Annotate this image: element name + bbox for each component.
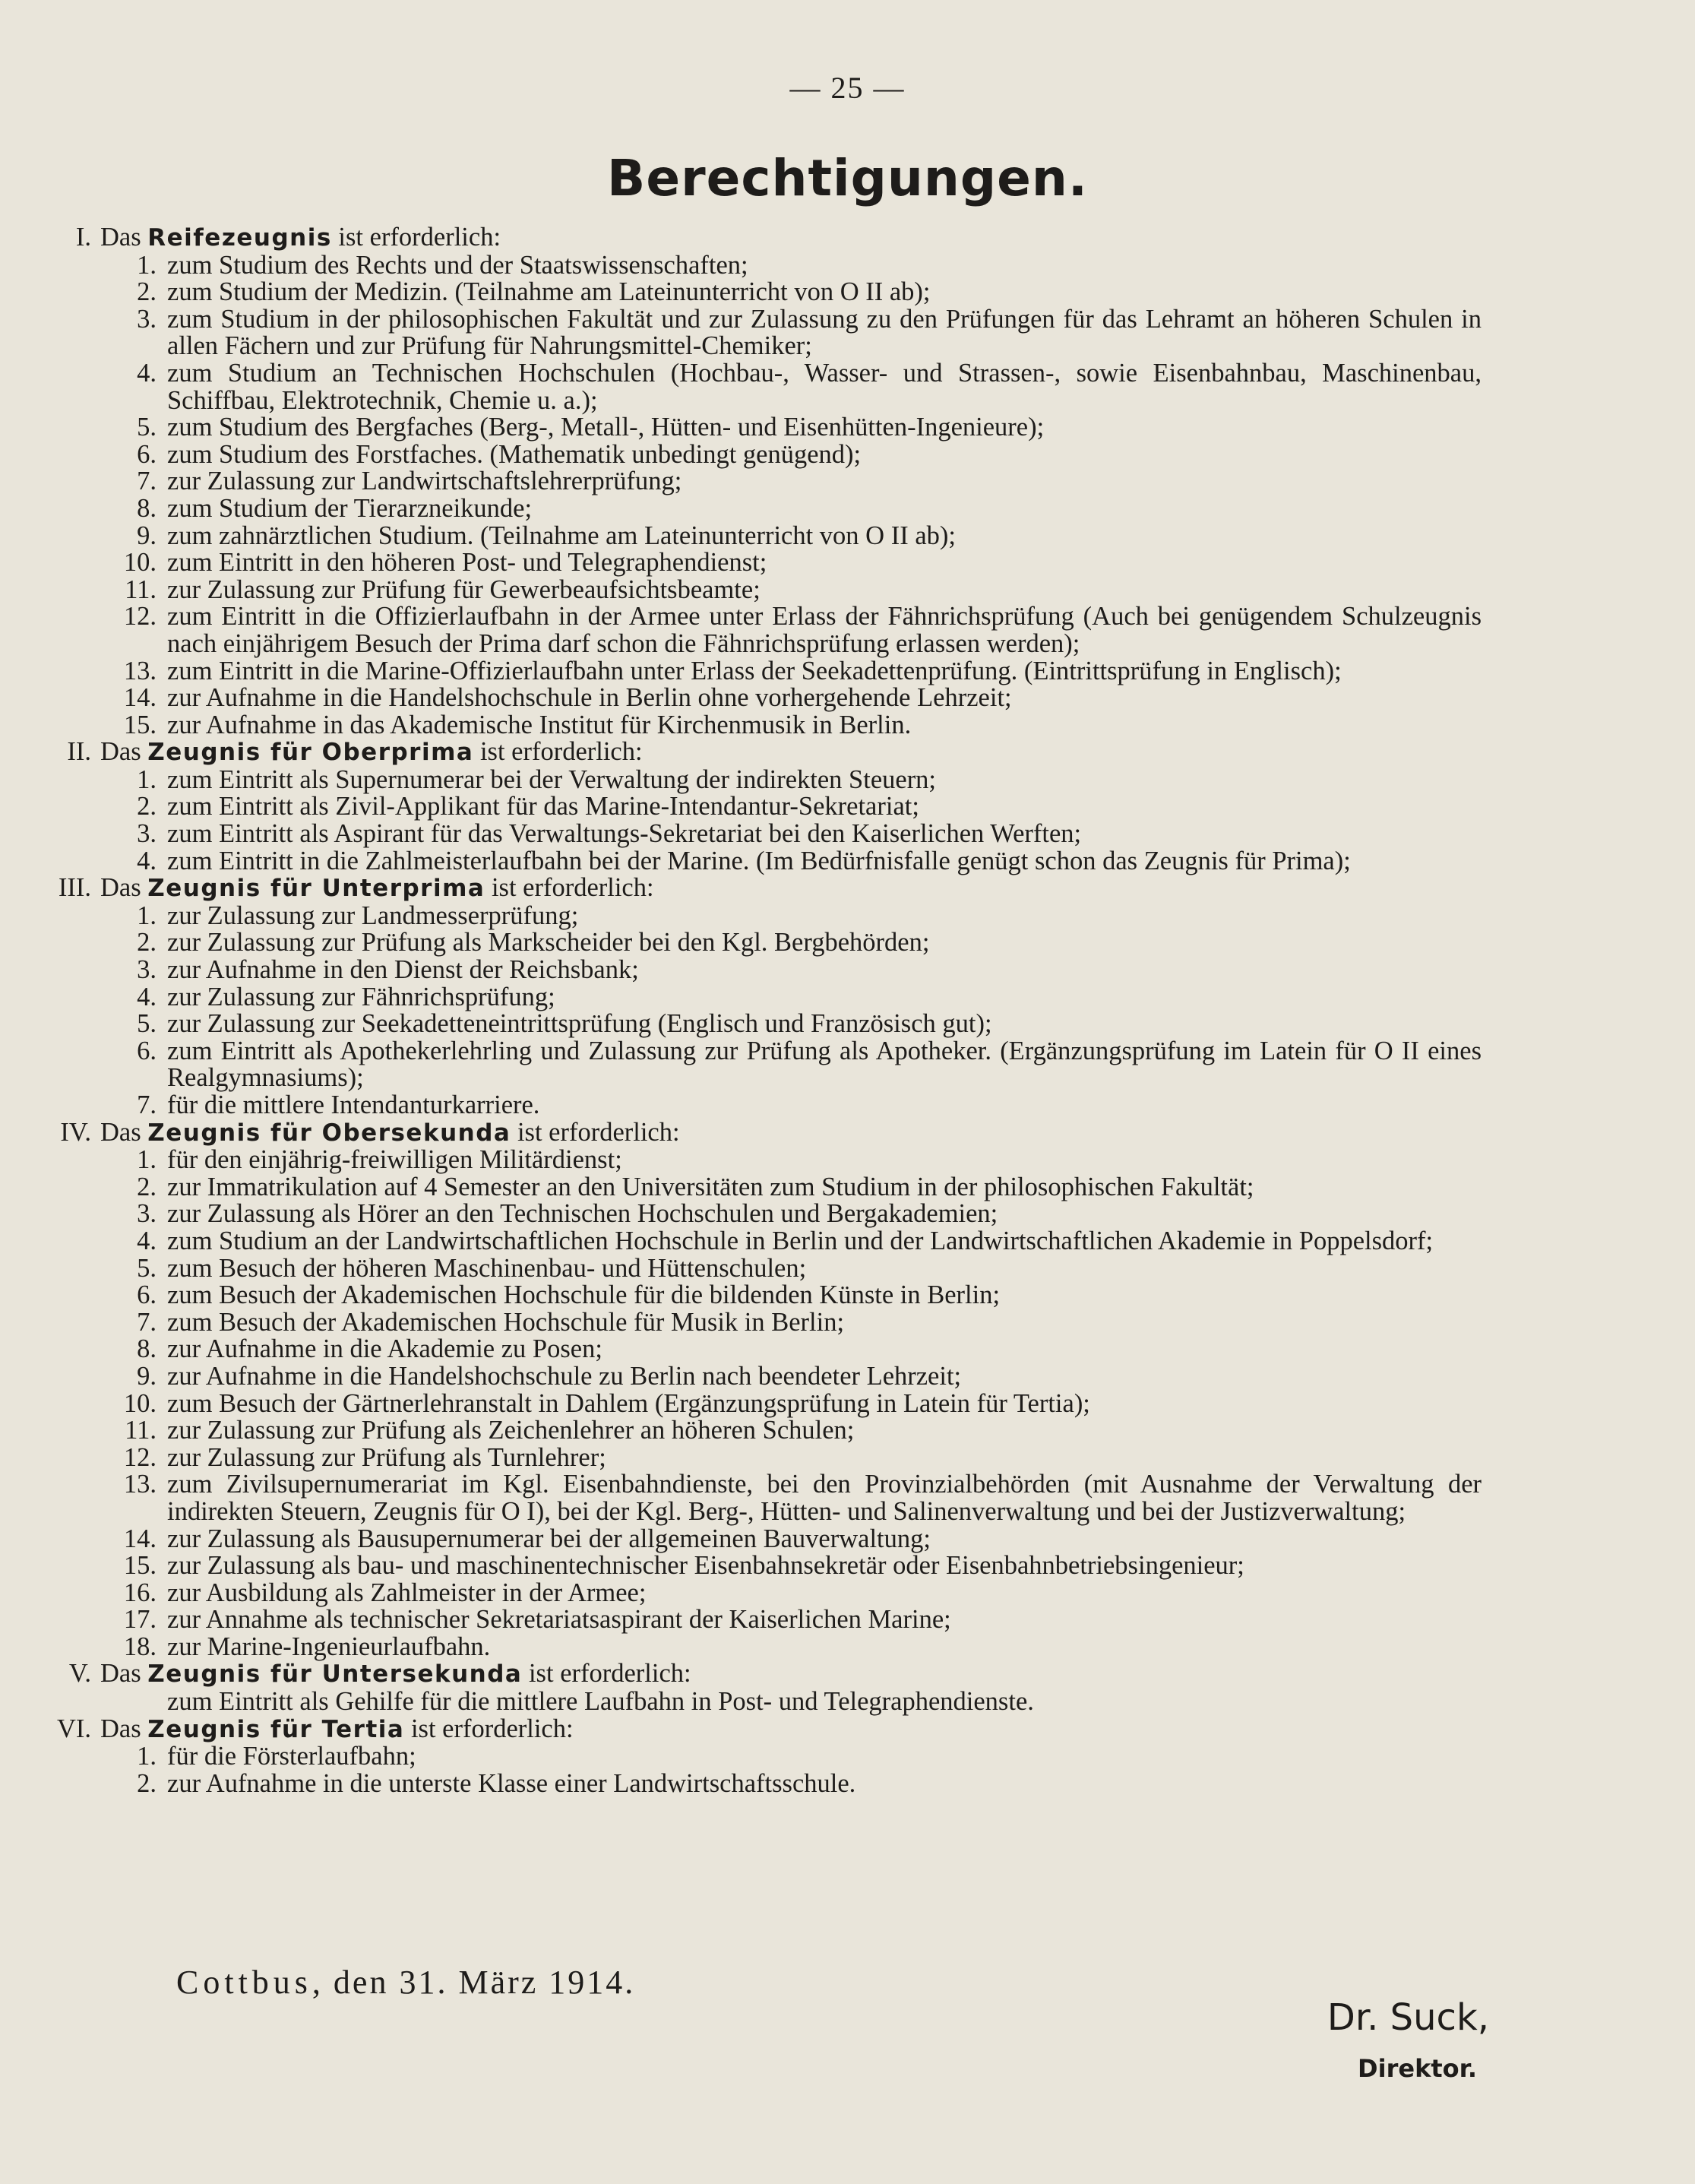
list-item-text: zum Eintritt als Supernumerar bei der Verwaltung der indirekten Steuern; (167, 764, 937, 794)
list-item-number: 17. (123, 1605, 157, 1635)
list-item-text: zur Aufnahme in den Dienst der Reichsbank; (167, 955, 639, 985)
list-item-text: zum zahnärztlichen Studium. (Teilnahme am Lateinunterricht von O II ab); (167, 521, 956, 550)
list-item (46, 574, 1482, 604)
list-item-number: 10. (123, 1388, 157, 1418)
section-heading (46, 1660, 1482, 1689)
list-item-number: 4. (137, 846, 157, 875)
section-suffix: ist erforderlich: (404, 1714, 574, 1743)
list-item-text: für den einjährig-freiwilligen Militärdienst; (167, 1145, 622, 1175)
list-item-text: zum Eintritt als Apothekerlehrling und Zulassung zur Prüfung als Apotheker. (Ergänzungsprüfung im Latein für O II eines Realgymnasiums); (167, 1036, 1482, 1093)
list-item-text: zum Studium des Bergfaches (Berg-, Metall-, Hütten- und Eisenhütten-Ingenieure); (167, 413, 1045, 442)
list-item-number: 9. (137, 1361, 157, 1391)
list-item-number: 6. (137, 439, 157, 469)
list-item-text: zur Aufnahme in die unterste Klasse einer Landwirtschaftsschule. (167, 1768, 856, 1798)
list-item-text: zum Studium in der philosophischen Fakultät und zur Zulassung zu den Prüfungen für das Lehramt an höheren Schulen in allen Fächern und zur Prüfung für Nahrungsmittel-Chemiker; (167, 304, 1482, 361)
list-item (46, 1442, 1482, 1472)
list-item (46, 360, 1482, 414)
list-item (46, 793, 1482, 821)
list-item (46, 1174, 1482, 1201)
list-item-number: 4. (137, 982, 157, 1011)
list-item (46, 1634, 1482, 1661)
section-suffix: ist erforderlich: (331, 223, 501, 252)
list-item-number: 14. (123, 683, 157, 713)
list-item (46, 1228, 1482, 1255)
list-item-number: 12. (123, 1442, 157, 1472)
list-item-text: zur Immatrikulation auf 4 Semester an den Universitäten zum Studium in der philosophischen Fakultät; (167, 1172, 1254, 1201)
section-certificate: Zeugnis für Obersekunda (147, 1119, 511, 1147)
list-item-number: 9. (137, 521, 157, 550)
list-item-text: zum Studium an Technischen Hochschulen (Hochbau-, Wasser- und Strassen-, sowie Eisenbahnbau, Maschinenbau, Schiffbau, Elektrotechnik, Chemie u. a.); (167, 358, 1482, 415)
list-item (46, 658, 1482, 685)
list-item-number: 2. (137, 1768, 157, 1798)
list-item-text: zum Eintritt in die Zahlmeisterlaufbahn bei der Marine. (Im Bedürfnisfalle genügt schon das Zeugnis für Prima); (167, 846, 1351, 875)
section-heading-text (100, 1660, 1482, 1689)
list-item-text: zum Studium der Tierarzneikunde; (167, 493, 533, 523)
list-item (46, 1606, 1482, 1634)
list-item-text: zum Besuch der Akademischen Hochschule für die bildenden Künste in Berlin; (167, 1280, 1001, 1310)
section-heading-text (100, 1716, 1482, 1744)
list-item (46, 1417, 1482, 1445)
list-item-text: zum Studium des Rechts und der Staatswissenschaften; (167, 250, 748, 280)
section-heading-text (100, 739, 1482, 767)
list-item-number: 16. (123, 1578, 157, 1607)
list-item-text: zur Zulassung zur Prüfung als Markscheider bei den Kgl. Bergbehörden; (167, 928, 930, 957)
list-item-number: 15. (123, 710, 157, 739)
list-item (46, 1471, 1482, 1525)
list-item-text: für die mittlere Intendanturkarriere. (167, 1090, 540, 1119)
list-item (46, 929, 1482, 957)
section-heading (46, 739, 1482, 767)
list-item-number: 2. (137, 277, 157, 307)
list-item-number: 4. (137, 1226, 157, 1255)
section-heading (46, 224, 1482, 252)
list-item (46, 306, 1482, 360)
section-certificate: Zeugnis für Unterprima (147, 875, 485, 903)
section-prefix: Das (100, 223, 148, 252)
list-item-number: 4. (137, 358, 157, 388)
list-item (46, 903, 1482, 930)
list-item (46, 1336, 1482, 1363)
list-item-number: 1. (137, 1742, 157, 1771)
list-item-text: zur Zulassung zur Prüfung für Gewerbeaufsichtsbeamte; (167, 574, 761, 604)
list-item-text: zum Studium der Medizin. (Teilnahme am Lateinunterricht von O II ab); (167, 277, 931, 307)
list-item-number: 14. (123, 1524, 157, 1553)
list-item (46, 523, 1482, 550)
closing-place: Cottbus (176, 1964, 312, 2001)
signature-name: Dr. Suck, (1327, 1996, 1489, 2039)
list-item-number: 11. (125, 1416, 157, 1445)
list-item (46, 1689, 1482, 1716)
section-suffix: ist erforderlich: (522, 1659, 691, 1689)
list-item-text: zur Zulassung zur Landmesserprüfung; (167, 901, 579, 930)
list-item (46, 1309, 1482, 1337)
list-item-number: 11. (125, 574, 157, 604)
list-item-number: 7. (137, 467, 157, 496)
list-item (46, 764, 1482, 794)
page-number: — 25 — (789, 71, 906, 105)
section-heading (46, 875, 1482, 903)
list-item-text: zur Zulassung als Hörer an den Technischen Hochschulen und Bergakademien; (167, 1199, 998, 1229)
list-item-number: 6. (137, 1036, 157, 1065)
list-item (46, 1768, 1482, 1798)
list-item (46, 1201, 1482, 1228)
list-item-text: zur Zulassung zur Fähnrichsprüfung; (167, 982, 555, 1011)
section-heading-text (100, 224, 1482, 252)
section-numeral: VI. (56, 1714, 91, 1743)
list-item-number: 15. (123, 1551, 157, 1581)
list-item (46, 1553, 1482, 1580)
section-numeral: II. (67, 737, 91, 767)
list-item (46, 1526, 1482, 1553)
list-item (46, 468, 1482, 495)
list-item (46, 1363, 1482, 1391)
list-item-text: zur Marine-Ingenieurlaufbahn. (167, 1632, 491, 1661)
list-item-text: zur Aufnahme in das Akademische Institut für Kirchenmusik in Berlin. (167, 710, 912, 739)
page-title: Berechtigungen. (607, 149, 1088, 207)
list-item-number: 8. (137, 1334, 157, 1364)
list-item-number: 3. (137, 304, 157, 334)
list-item (46, 1388, 1482, 1418)
section-heading (46, 1716, 1482, 1744)
list-item-text: zur Aufnahme in die Handelshochschule zu Berlin nach beendeter Lehrzeit; (167, 1361, 962, 1391)
list-item-text: zur Zulassung zur Seekadetteneintrittsprüfung (Englisch und Französisch gut); (167, 1009, 992, 1039)
list-item (46, 712, 1482, 739)
list-item (46, 1147, 1482, 1174)
list-item (46, 984, 1482, 1011)
section-suffix: ist erforderlich: (485, 873, 654, 903)
list-item-text: zur Ausbildung als Zahlmeister in der Armee; (167, 1578, 647, 1607)
list-item-number: 10. (123, 548, 157, 578)
list-item (46, 1092, 1482, 1119)
section-prefix: Das (100, 1659, 148, 1689)
list-item (46, 1038, 1482, 1092)
closing-place-date (176, 1963, 635, 2002)
section-certificate: Reifezeugnis (147, 224, 332, 252)
list-item-number: 1. (137, 901, 157, 930)
section-prefix: Das (100, 1714, 148, 1743)
list-item-text: zum Eintritt als Zivil-Applikant für das Marine-Intendantur-Sekretariat; (167, 792, 919, 821)
list-item-number: 6. (137, 1280, 157, 1310)
section-prefix: Das (100, 737, 148, 767)
list-item-text: zum Eintritt als Aspirant für das Verwaltungs-Sekretariat bei den Kaiserlichen Werften; (167, 819, 1082, 849)
list-item-number: 5. (137, 1253, 157, 1283)
list-item-number: 5. (137, 1009, 157, 1039)
list-item-text: zum Besuch der Gärtnerlehranstalt in Dahlem (Ergänzungsprüfung in Latein für Tertia); (167, 1388, 1090, 1418)
list-item (46, 1011, 1482, 1038)
list-item-text: zur Aufnahme in die Handelshochschule in Berlin ohne vorhergehende Lehrzeit; (167, 683, 1012, 713)
closing-date: , den 31. März 1914. (311, 1964, 636, 2001)
list-item-text: zum Besuch der höheren Maschinenbau- und Hüttenschulen; (167, 1253, 807, 1283)
list-item-text: zur Zulassung zur Landwirtschaftslehrerprüfung; (167, 467, 682, 496)
section-heading-text (100, 875, 1482, 903)
section-heading-text (100, 1119, 1482, 1147)
section-certificate: Zeugnis für Tertia (147, 1715, 405, 1743)
list-item-text: zum Eintritt in die Offizierlaufbahn in der Armee unter Erlass der Fähnrichsprüfung (Auch bei genügendem Schulzeugnis nach einjährigem Besuch der Prima darf schon die Fähnrichsprüfung erlassen werden); (167, 602, 1482, 658)
list-item-text: zum Eintritt in die Marine-Offizierlaufbahn unter Erlass der Seekadettenprüfung. (Eintrittsprüfung in Englisch); (167, 656, 1342, 685)
list-item (46, 1282, 1482, 1309)
list-item (46, 414, 1482, 442)
list-item-text: zur Aufnahme in die Akademie zu Posen; (167, 1334, 602, 1364)
list-item (46, 1580, 1482, 1607)
list-item-text: zum Studium des Forstfaches. (Mathematik unbedingt genügend); (167, 439, 862, 469)
list-item-text: zur Zulassung als bau- und maschinentechnischer Eisenbahnsekretär oder Eisenbahnbetriebsingenieur; (167, 1551, 1244, 1581)
section-certificate: Zeugnis für Oberprima (147, 739, 474, 767)
list-item-number: 13. (123, 656, 157, 685)
list-item-number: 1. (137, 764, 157, 794)
list-item-text: zum Zivilsupernumerariat im Kgl. Eisenbahndienste, bei den Provinzialbehörden (mit Ausnahme der Verwaltung der indirekten Steuern, Zeugnis für O I), bei der Kgl. Berg-, Hütten- und Salinenverwaltung und bei der Justizverwaltung; (167, 1470, 1482, 1526)
list-item-number: 1. (137, 250, 157, 280)
signature-title: Direktor. (1358, 2054, 1477, 2083)
list-item (46, 439, 1482, 469)
list-item (46, 821, 1482, 848)
list-item-text: zum Besuch der Akademischen Hochschule für Musik in Berlin; (167, 1307, 845, 1337)
list-item (46, 1743, 1482, 1771)
list-item (46, 252, 1482, 280)
list-item (46, 603, 1482, 657)
list-item-number: 5. (137, 413, 157, 442)
list-item-text: zur Annahme als technischer Sekretariatsaspirant der Kaiserlichen Marine; (167, 1605, 951, 1635)
list-item (46, 495, 1482, 523)
entitlements-list (46, 224, 1482, 1797)
list-item-text: zum Studium an der Landwirtschaftlichen Hochschule in Berlin und der Landwirtschaftlichen Akademie in Poppelsdorf; (167, 1226, 1434, 1255)
section-numeral: I. (75, 223, 91, 252)
section-certificate: Zeugnis für Untersekunda (147, 1660, 523, 1689)
list-item-number: 2. (137, 1172, 157, 1201)
list-item-text: für die Försterlaufbahn; (167, 1742, 416, 1771)
section-prefix: Das (100, 873, 148, 903)
list-item-text: zum Eintritt als Gehilfe für die mittlere Laufbahn in Post- und Telegraphendienste. (167, 1687, 1034, 1717)
section-numeral: IV. (60, 1117, 91, 1147)
list-item-number: 13. (123, 1470, 157, 1499)
section-numeral: III. (58, 873, 91, 903)
section-heading (46, 1119, 1482, 1147)
list-item (46, 549, 1482, 577)
section-suffix: ist erforderlich: (511, 1117, 680, 1147)
list-item-number: 3. (137, 955, 157, 985)
list-item-number: 7. (137, 1307, 157, 1337)
list-item-text: zur Zulassung zur Prüfung als Zeichenlehrer an höheren Schulen; (167, 1416, 855, 1445)
section-prefix: Das (100, 1117, 148, 1147)
list-item (46, 848, 1482, 875)
list-item-number: 2. (137, 928, 157, 957)
section-suffix: ist erforderlich: (473, 737, 643, 767)
list-item-number: 3. (137, 1199, 157, 1229)
list-item-number: 8. (137, 493, 157, 523)
list-item (46, 957, 1482, 984)
list-item (46, 685, 1482, 712)
list-item (46, 1255, 1482, 1283)
list-item-number: 2. (137, 792, 157, 821)
list-item-number: 1. (137, 1145, 157, 1175)
list-item-text: zur Zulassung zur Prüfung als Turnlehrer; (167, 1442, 606, 1472)
list-item (46, 279, 1482, 306)
list-item-number: 3. (137, 819, 157, 849)
section-numeral: V. (68, 1659, 91, 1689)
list-item-number: 18. (123, 1632, 157, 1661)
list-item-number: 12. (123, 602, 157, 631)
list-item-text: zum Eintritt in den höheren Post- und Telegraphendienst; (167, 548, 767, 578)
list-item-number: 7. (137, 1090, 157, 1119)
list-item-text: zur Zulassung als Bausupernumerar bei der allgemeinen Bauverwaltung; (167, 1524, 931, 1553)
